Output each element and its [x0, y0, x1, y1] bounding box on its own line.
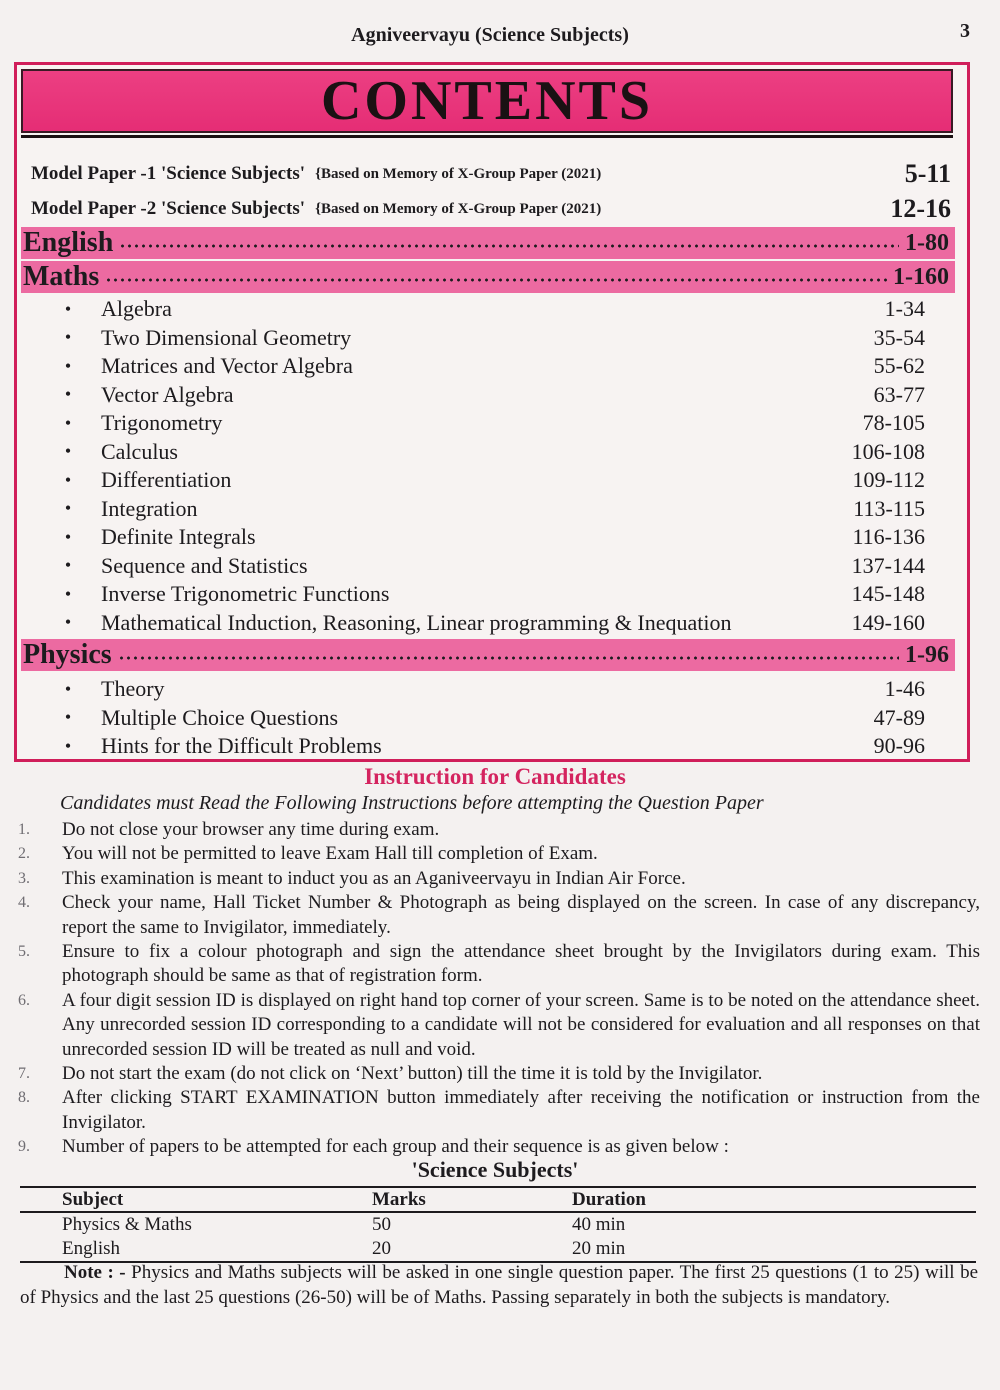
topic-pages: 78-105: [862, 410, 925, 436]
topic-pages: 106-108: [851, 438, 925, 464]
instruction-number: 1.: [18, 821, 30, 838]
instruction-number: 5.: [18, 943, 30, 961]
topic-pages: 47-89: [873, 704, 925, 730]
section-name: Maths: [23, 261, 100, 292]
instruction-number: 3.: [18, 869, 30, 887]
contents-box: [14, 62, 970, 762]
topic-item: [21, 580, 955, 609]
topic-item: [21, 352, 955, 381]
instruction-text: This examination is meant to induct you as an Aganiveervayu in Indian Air Force.: [62, 867, 686, 889]
topic-pages: 90-96: [873, 733, 925, 759]
instruction-text: Check your name, Hall Ticket Number & Photograph as being displayed on the screen. In case of any discrepancy, report the same to Invigilator, immediately.: [62, 892, 980, 938]
instruction-text: You will not be permitted to leave Exam Hall till completion of Exam.: [62, 843, 598, 865]
topic-pages: 1-34: [884, 296, 925, 322]
section-physics: [21, 639, 955, 671]
instruction-item: [18, 1062, 980, 1086]
model-paper-note: {Based on Memory of X-Group Paper (2021): [315, 200, 602, 217]
model-paper-row: [31, 157, 951, 191]
instruction-number: 2.: [18, 845, 30, 863]
schedule-table: [20, 1186, 976, 1263]
page-number: 3: [960, 20, 970, 42]
section-maths: [21, 261, 955, 293]
instruction-number: 8.: [18, 1089, 30, 1107]
bullet-icon: •: [64, 412, 72, 433]
topic-pages: 1-46: [884, 676, 925, 702]
bullet-icon: •: [64, 707, 72, 728]
section-pages: 1-96: [905, 641, 949, 668]
running-head: Agniveervayu (Science Subjects): [351, 24, 629, 46]
section-english: [21, 227, 955, 259]
instruction-text: Ensure to fix a colour photograph and sign the attendance sheet brought by the Invigilators during exam. This photograph should be same as that of registration form.: [62, 941, 980, 987]
topic-pages: 137-144: [851, 552, 925, 578]
topic-item: [21, 466, 955, 495]
table-row: [20, 1237, 976, 1262]
instructions-title: Instruction for Candidates: [364, 764, 626, 789]
bullet-icon: •: [64, 441, 72, 462]
topic-pages: 145-148: [851, 581, 925, 607]
bullet-icon: •: [64, 526, 72, 547]
topic-label: Theory: [101, 676, 165, 702]
instructions-intro: Candidates must Read the Following Instructions before attempting the Question Paper: [60, 792, 764, 814]
note-label: Note : -: [64, 1262, 126, 1283]
physics-topic-list: [21, 675, 955, 761]
topic-pages: 149-160: [851, 609, 925, 635]
topic-label: Vector Algebra: [101, 381, 234, 407]
bullet-icon: •: [64, 355, 72, 376]
bullet-icon: •: [64, 469, 72, 490]
topic-pages: 116-136: [852, 524, 925, 550]
section-name: Physics: [23, 639, 112, 670]
instruction-number: 6.: [18, 991, 30, 1009]
instruction-text: Do not close your browser any time during exam.: [62, 819, 440, 840]
topic-item: [21, 523, 955, 552]
topic-pages: 63-77: [873, 381, 925, 407]
bullet-icon: •: [64, 298, 72, 319]
topic-item: [21, 324, 955, 353]
banner-rule: [21, 135, 953, 138]
column-header-marks: Marks: [372, 1187, 572, 1212]
bullet-icon: •: [64, 327, 72, 348]
topic-label: Trigonometry: [101, 410, 223, 436]
topic-label: Inverse Trigonometric Functions: [101, 581, 390, 607]
topic-label: Sequence and Statistics: [101, 552, 308, 578]
topic-item: [21, 732, 955, 761]
instruction-text: A four digit session ID is displayed on right hand top corner of your screen. Same is to be noted on the attendance sheet. Any unrecorded session ID corresponding to a candidate will not be considered for evaluation and all responses on that unrecorded session ID will be treated as null and void.: [62, 989, 980, 1060]
instruction-text: Do not start the exam (do not click on ‘Next’ button) till the time it is told by the Invigilator.: [62, 1063, 763, 1085]
cell-subject: English: [20, 1237, 372, 1262]
instruction-text: Number of papers to be attempted for each group and their sequence is as given below :: [62, 1136, 729, 1158]
instruction-item: [18, 1086, 980, 1135]
topic-label: Two Dimensional Geometry: [101, 324, 352, 350]
instruction-item: [18, 867, 980, 891]
topic-label: Calculus: [101, 438, 178, 464]
instruction-text: After clicking START EXAMINATION button immediately after receiving the notification or instruction from the Invigilator.: [62, 1087, 980, 1133]
topic-pages: 109-112: [852, 467, 925, 493]
topic-label: Definite Integrals: [101, 524, 256, 550]
instructions-list: [18, 818, 980, 1160]
section-pages: 1-160: [893, 263, 949, 290]
bullet-icon: •: [64, 612, 72, 633]
note-paragraph: [20, 1260, 978, 1310]
model-paper-pages: 12-16: [890, 194, 951, 223]
cell-duration: 40 min: [572, 1214, 626, 1235]
topic-label: Hints for the Difficult Problems: [101, 733, 382, 759]
cell-marks: 20: [372, 1237, 572, 1262]
instruction-item: [18, 940, 980, 989]
topic-pages: 55-62: [873, 353, 925, 379]
dot-leader: [118, 653, 899, 663]
section-name: English: [23, 227, 114, 258]
instruction-number: 9.: [18, 1138, 30, 1156]
model-paper-title: Model Paper -2 'Science Subjects': [31, 198, 306, 219]
topic-item: [21, 409, 955, 438]
topic-label: Differentiation: [101, 467, 232, 493]
table-row: [20, 1212, 976, 1237]
cell-marks: 50: [372, 1214, 391, 1235]
topic-item: [21, 381, 955, 410]
maths-topic-list: [21, 295, 955, 637]
topic-label: Multiple Choice Questions: [101, 704, 339, 730]
instruction-item: [18, 842, 980, 866]
model-paper-row: [31, 192, 951, 226]
topic-pages: 113-115: [853, 495, 925, 521]
model-paper-pages: 5-11: [904, 159, 951, 188]
topic-item: [21, 552, 955, 581]
topic-item: [21, 704, 955, 733]
topic-label: Integration: [101, 495, 198, 521]
column-header-duration: Duration: [572, 1187, 976, 1212]
bullet-icon: •: [64, 498, 72, 519]
instruction-number: 7.: [18, 1065, 30, 1083]
bullet-icon: •: [64, 678, 72, 699]
instruction-item: [18, 989, 980, 1062]
topic-item: [21, 609, 955, 638]
schedule-caption: 'Science Subjects': [411, 1157, 579, 1182]
contents-banner: [21, 69, 953, 133]
instruction-item: [18, 818, 980, 842]
model-paper-title: Model Paper -1 'Science Subjects': [31, 163, 306, 184]
topic-item: [21, 675, 955, 704]
instruction-item: [18, 891, 980, 940]
topic-item: [21, 438, 955, 467]
section-pages: 1-80: [905, 229, 949, 256]
bullet-icon: •: [64, 735, 72, 756]
topic-label: Mathematical Induction, Reasoning, Linear programming & Inequation: [101, 609, 732, 635]
topic-item: [21, 495, 955, 524]
column-header-subject: Subject: [20, 1187, 372, 1212]
dot-leader: [105, 275, 887, 285]
note-text: Physics and Maths subjects will be asked in one single question paper. The first 25 questions (1 to 25) will be of Physics and the last 25 questions (26-50) will be of Maths. Passing separately in both the subjects is mandatory.: [20, 1262, 978, 1308]
model-paper-note: {Based on Memory of X-Group Paper (2021): [315, 165, 602, 182]
dot-leader: [119, 241, 899, 251]
topic-item: [21, 295, 955, 324]
topic-pages: 35-54: [873, 324, 925, 350]
table-header-row: [20, 1187, 976, 1212]
contents-heading: CONTENTS: [320, 70, 654, 132]
bullet-icon: •: [64, 384, 72, 405]
instruction-number: 4.: [18, 894, 30, 912]
bullet-icon: •: [64, 583, 72, 604]
topic-label: Algebra: [101, 296, 172, 322]
cell-duration: 20 min: [572, 1237, 976, 1262]
bullet-icon: •: [64, 555, 72, 576]
topic-label: Matrices and Vector Algebra: [101, 353, 353, 379]
cell-subject: Physics & Maths: [62, 1214, 192, 1235]
